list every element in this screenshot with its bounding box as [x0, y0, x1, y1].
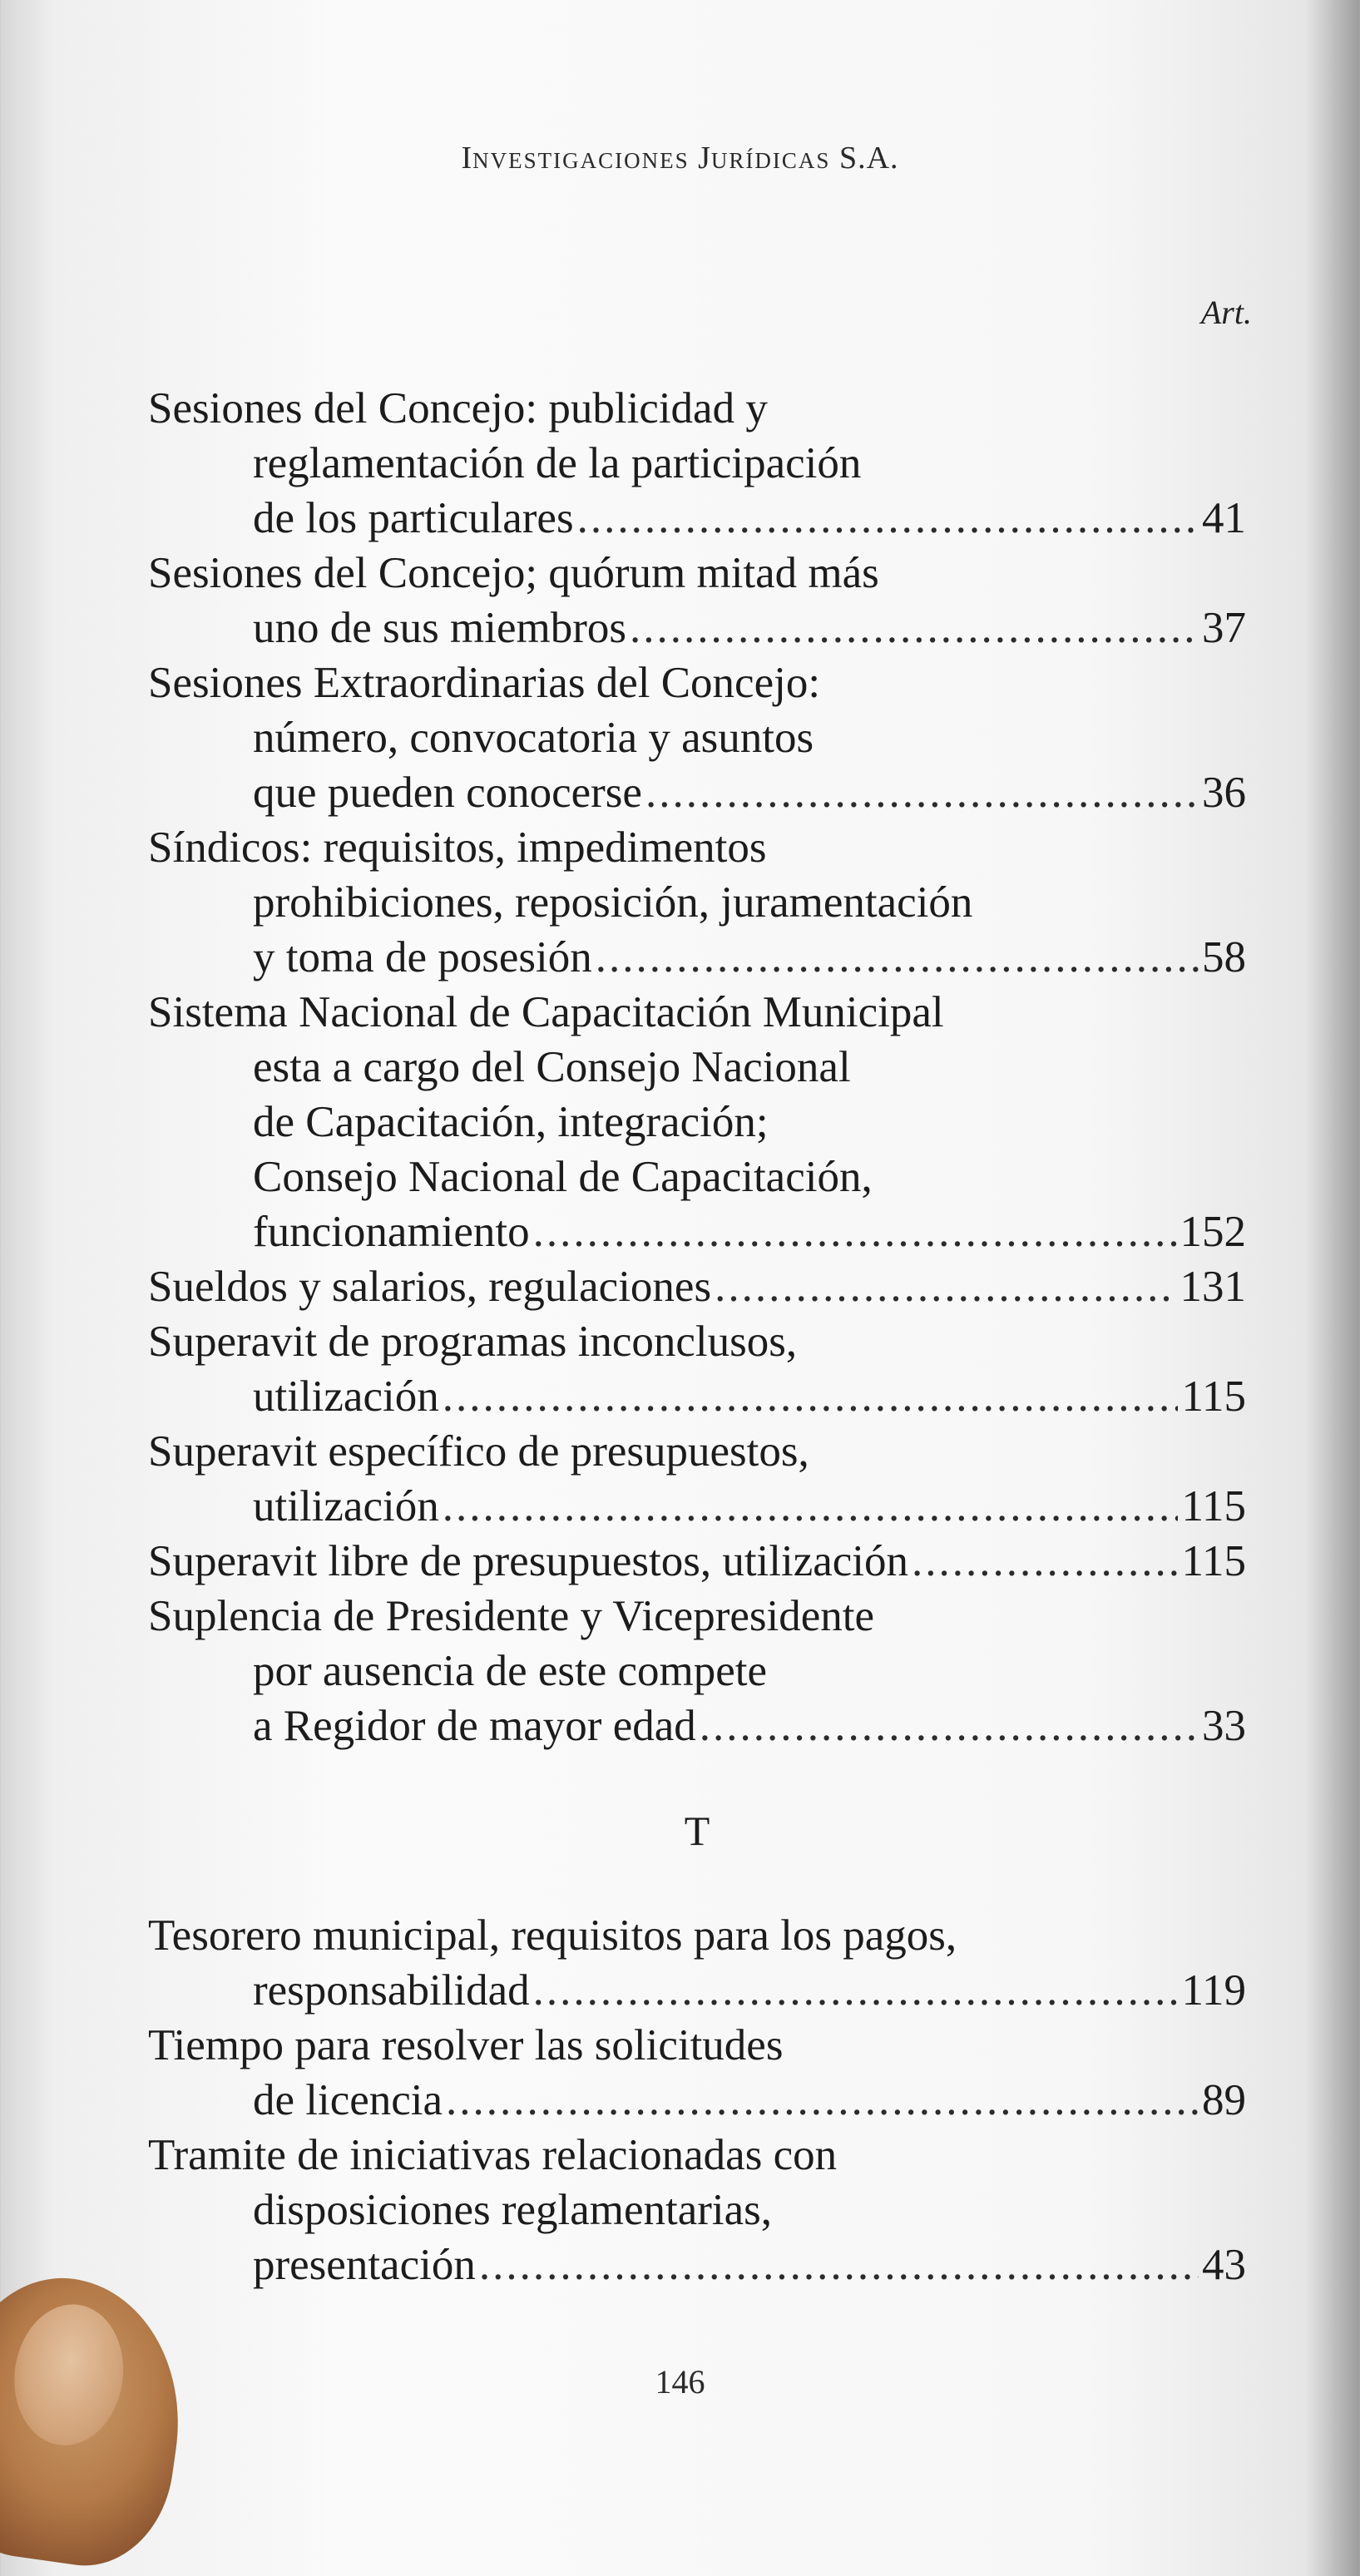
index-entry-line — [148, 2018, 1246, 2073]
index-entry — [148, 381, 1246, 546]
article-number: 152 — [1179, 1208, 1246, 1256]
index-entry-line — [148, 1644, 1246, 1698]
dot-leader — [596, 930, 1199, 985]
entry-text: de los particulares — [253, 494, 574, 542]
entry-text: responsabilidad — [253, 1966, 530, 2015]
index-entry — [148, 1314, 1246, 1424]
entry-text: Tramite de iniciativas relacionadas con — [148, 2131, 838, 2179]
entry-text: utilización — [253, 1482, 439, 1530]
index-entry-line — [148, 491, 1246, 546]
index-entry-line — [148, 601, 1246, 655]
index-entry-line — [148, 1908, 1246, 1963]
index-entry — [148, 2018, 1246, 2128]
index-entry-line — [148, 1479, 1246, 1534]
dot-leader — [912, 1534, 1178, 1589]
index-entry — [148, 1589, 1246, 1753]
index-entry-line — [148, 985, 1246, 1040]
entry-text: disposiciones reglamentarias, — [253, 2186, 773, 2234]
index-entry-line — [148, 1698, 1246, 1753]
index-entry — [148, 820, 1246, 985]
section-letter: T — [684, 1807, 710, 1854]
index-entry-line — [148, 655, 1246, 710]
article-number: 119 — [1181, 1966, 1246, 2015]
running-header — [0, 140, 1360, 176]
index-entry-line — [148, 765, 1246, 820]
index-entry — [148, 1424, 1246, 1534]
entry-text: Sueldos y salarios, regulaciones — [148, 1263, 712, 1311]
index-entry-line — [148, 930, 1246, 985]
index-entry-line — [148, 436, 1246, 491]
index-entry-line — [148, 1589, 1246, 1644]
index-entry — [148, 1534, 1246, 1589]
dot-leader — [533, 1204, 1177, 1259]
entry-text: a Regidor de mayor edad — [253, 1702, 696, 1750]
index-entry-line — [148, 1095, 1246, 1150]
entry-text: esta a cargo del Consejo Nacional — [253, 1043, 851, 1091]
dot-leader — [533, 1963, 1179, 2018]
dot-leader — [479, 2237, 1199, 2292]
thumbnail-highlight — [5, 2297, 131, 2452]
entry-text: presentación — [253, 2241, 476, 2289]
index-list — [148, 381, 1246, 2292]
entry-text: de licencia — [253, 2076, 443, 2124]
entry-text: Tesorero municipal, requisitos para los pagos, — [148, 1911, 957, 1960]
index-entry-line — [148, 1259, 1246, 1314]
entry-text: Suplencia de Presidente y Vicepresidente — [148, 1592, 874, 1640]
index-entry-line — [148, 875, 1246, 930]
dot-leader — [630, 601, 1199, 655]
entry-text: prohibiciones, reposición, juramentación — [253, 878, 973, 927]
article-number: 131 — [1179, 1263, 1246, 1311]
index-entry — [148, 985, 1246, 1259]
entry-text: Síndicos: requisitos, impedimentos — [148, 823, 767, 872]
entry-text: Tiempo para resolver las solicitudes — [148, 2021, 784, 2069]
index-entry-line — [148, 2073, 1246, 2128]
entry-text: número, convocatoria y asuntos — [253, 714, 814, 762]
dot-leader — [443, 1369, 1179, 1424]
article-number: 36 — [1202, 769, 1246, 817]
index-entry-line — [148, 1424, 1246, 1479]
article-number: 89 — [1202, 2076, 1246, 2124]
article-number: 33 — [1202, 1702, 1246, 1750]
entry-text: por ausencia de este compete — [253, 1647, 768, 1695]
article-number: 115 — [1181, 1482, 1246, 1530]
entry-text: Sistema Nacional de Capacitación Municipal — [148, 988, 944, 1036]
dot-leader — [645, 765, 1199, 820]
index-entry-line — [148, 1963, 1246, 2018]
entry-text: Sesiones del Concejo: publicidad y — [148, 384, 768, 433]
entry-text: reglamentación de la participación — [253, 439, 862, 487]
index-entry-line — [148, 1314, 1246, 1369]
index-entry — [148, 2128, 1246, 2292]
entry-text: funcionamiento — [253, 1208, 530, 1256]
entry-text: uno de sus miembros — [253, 604, 626, 652]
entry-text: Superavit libre de presupuestos, utilización — [148, 1537, 909, 1585]
dot-leader — [443, 1479, 1179, 1534]
index-entry-line — [148, 1150, 1246, 1204]
dot-leader — [715, 1259, 1176, 1314]
entry-text: Superavit de programas inconclusos, — [148, 1318, 798, 1366]
header-word-1: NVESTIGACIONES — [472, 148, 690, 173]
index-entry-line — [148, 820, 1246, 875]
entry-text: Consejo Nacional de Capacitación, — [253, 1153, 873, 1201]
article-column-label: Art. — [1200, 294, 1252, 331]
entry-text: Sesiones del Concejo; quórum mitad más — [148, 549, 879, 597]
entry-text: Sesiones Extraordinarias del Concejo: — [148, 659, 821, 707]
article-number: 43 — [1202, 2241, 1246, 2289]
index-section-t — [148, 1908, 1246, 2292]
entry-text: Superavit específico de presupuestos, — [148, 1427, 809, 1476]
index-entry — [148, 655, 1246, 820]
entry-text: y toma de posesión — [253, 933, 592, 981]
article-number: 41 — [1202, 494, 1246, 542]
header-initial-1: I — [461, 141, 473, 176]
article-number: 37 — [1202, 604, 1246, 652]
index-entry — [148, 1259, 1246, 1314]
dot-leader — [577, 491, 1199, 546]
header-suffix: S.A. — [838, 141, 899, 176]
index-entry-line — [148, 2128, 1246, 2183]
index-entry-line — [148, 546, 1246, 601]
header-word-2: URÍDICAS — [710, 148, 831, 173]
thumb-photo — [0, 2265, 197, 2576]
article-number: 58 — [1202, 933, 1246, 981]
page-number: 146 — [655, 2363, 705, 2400]
entry-text: de Capacitación, integración; — [253, 1098, 769, 1146]
index-entry-line — [148, 381, 1246, 436]
index-entry-line — [148, 1534, 1246, 1589]
index-entry-line — [148, 2237, 1246, 2292]
article-number: 115 — [1181, 1537, 1246, 1585]
header-initial-2: J — [698, 141, 711, 176]
article-number: 115 — [1181, 1372, 1246, 1421]
index-entry — [148, 1908, 1246, 2018]
index-entry-line — [148, 1204, 1246, 1259]
entry-text: utilización — [253, 1372, 439, 1421]
index-section-s — [148, 381, 1246, 1753]
index-entry-line — [148, 1040, 1246, 1095]
index-entry-line — [148, 1369, 1246, 1424]
dot-leader — [700, 1698, 1199, 1753]
index-entry-line — [148, 2183, 1246, 2237]
dot-leader — [446, 2073, 1199, 2128]
index-entry-line — [148, 710, 1246, 765]
index-entry — [148, 546, 1246, 655]
entry-text: que pueden conocerse — [253, 769, 642, 817]
